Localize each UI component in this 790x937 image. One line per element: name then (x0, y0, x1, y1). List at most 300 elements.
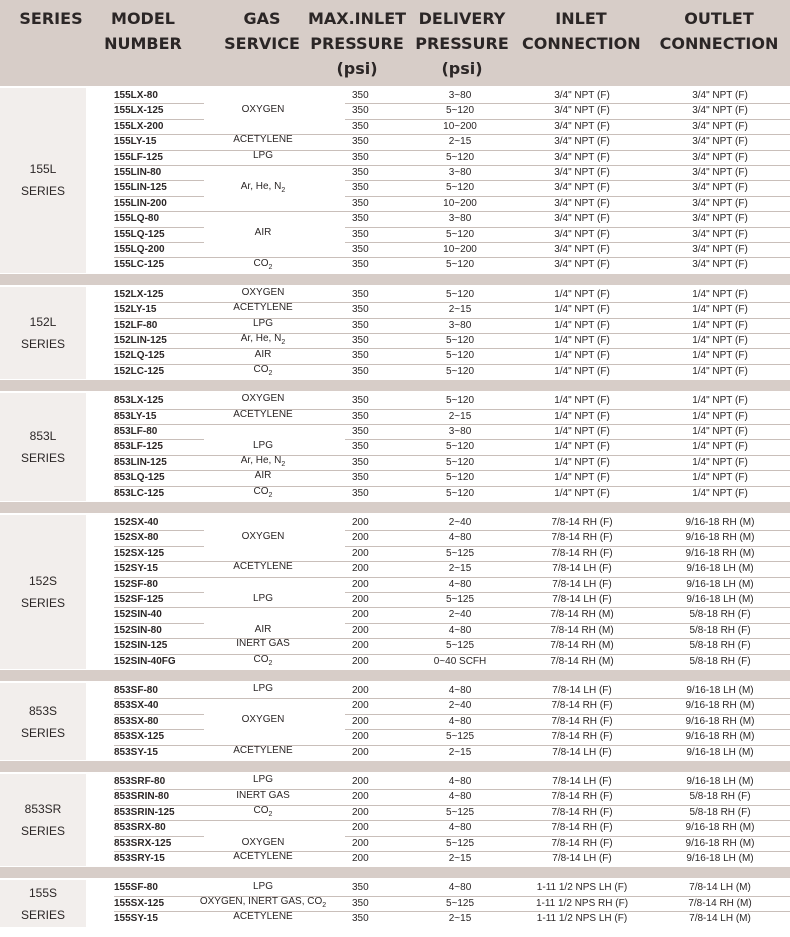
inlet-connection-cell: 7/8-14 LH (F) (552, 685, 612, 696)
row-divider (114, 470, 204, 471)
inlet-connection-cell: 7/8-14 RH (F) (551, 837, 613, 849)
row-divider (345, 227, 790, 228)
delivery-pressure-cell: 5~120 (445, 395, 475, 407)
header-max-line2: PRESSURE (310, 34, 404, 53)
outlet-connection-cell: 9/16-18 RH (M) (685, 837, 755, 849)
gas-service-cell (199, 318, 327, 330)
model-number-cell: 853SRX-125 (114, 837, 172, 849)
max-inlet-cell: 350 (352, 151, 369, 163)
section-separator (0, 502, 790, 513)
gas-subscript: 2 (268, 811, 273, 818)
gas-service-label: Ar, He, N (240, 333, 282, 345)
inlet-connection-cell: 3/4" NPT (F) (554, 90, 610, 101)
delivery-pressure-cell: 10~200 (443, 197, 477, 209)
outlet-connection-cell: 9/16-18 LH (M) (686, 563, 754, 575)
inlet-connection-cell: 3/4" NPT (F) (554, 120, 610, 132)
delivery-pressure-cell: 5~120 (445, 151, 475, 163)
delivery-pressure-cell: 4~80 (448, 776, 472, 787)
inlet-connection-cell: 3/4" NPT (F) (554, 105, 610, 117)
max-inlet-cell: 350 (352, 167, 369, 178)
table-row (86, 530, 790, 545)
series-label-line: SERIES (20, 824, 65, 839)
table-row (86, 774, 790, 789)
delivery-pressure-cell: 10~200 (443, 244, 477, 255)
gas-service-label: OXYGEN (241, 393, 285, 405)
max-inlet-cell: 350 (352, 487, 369, 499)
row-divider (345, 607, 790, 608)
outlet-connection-cell: 3/4" NPT (F) (692, 259, 748, 271)
header-delivery-line3: (psi) (441, 59, 483, 78)
header-max-line1: MAX.INLET (307, 9, 407, 28)
row-divider (114, 165, 204, 166)
gas-service-label: ACETYLENE (233, 302, 293, 314)
max-inlet-cell: 350 (352, 182, 369, 194)
max-inlet-cell: 200 (352, 563, 369, 575)
delivery-pressure-cell: 2~15 (448, 136, 472, 148)
table-row (86, 546, 790, 561)
gas-service-cell (199, 287, 327, 299)
delivery-pressure-cell: 3~80 (448, 213, 472, 225)
row-divider (114, 318, 204, 319)
max-inlet-cell: 200 (352, 609, 369, 621)
max-inlet-cell: 350 (352, 136, 369, 148)
model-number-cell: 152SX-80 (114, 532, 159, 544)
series-label-line: SERIES (20, 337, 65, 351)
row-divider (114, 820, 204, 821)
row-divider (114, 257, 204, 258)
model-number-cell: 155SX-125 (114, 897, 165, 909)
inlet-connection-cell: 3/4" NPT (F) (554, 151, 610, 163)
inlet-connection-cell: 1/4" NPT (F) (554, 319, 610, 331)
max-inlet-cell: 200 (352, 547, 369, 559)
row-divider (345, 348, 790, 349)
model-number-cell: 155LX-125 (114, 105, 164, 117)
gas-service-label: ACETYLENE (233, 911, 293, 923)
row-divider (114, 196, 204, 197)
inlet-connection-cell: 1/4" NPT (F) (554, 335, 610, 346)
table-row (86, 577, 790, 592)
outlet-connection-cell: 1/4" NPT (F) (692, 365, 748, 377)
header-outlet-connection (658, 6, 780, 56)
inlet-connection-cell: 1/4" NPT (F) (554, 395, 610, 407)
row-divider (114, 714, 204, 715)
gas-service-cell (199, 302, 327, 314)
table-row (86, 683, 790, 698)
outlet-connection-cell: 9/16-18 LH (M) (686, 578, 754, 590)
inlet-connection-cell: 3/4" NPT (F) (554, 197, 610, 209)
model-number-cell: 155SF-80 (114, 882, 158, 894)
max-inlet-cell: 200 (352, 640, 369, 652)
outlet-connection-cell: 9/16-18 RH (M) (685, 715, 755, 727)
max-inlet-cell: 350 (352, 213, 369, 225)
inlet-connection-cell: 3/4" NPT (F) (554, 136, 610, 148)
delivery-pressure-cell: 2~15 (448, 563, 472, 575)
row-divider (114, 546, 204, 547)
table-row (86, 654, 790, 669)
model-number-cell: 152SF-80 (114, 578, 158, 590)
series-label (0, 425, 86, 469)
model-number-cell: 155LC-125 (114, 259, 165, 271)
table-row (86, 302, 790, 317)
max-inlet-cell: 200 (352, 822, 369, 834)
max-inlet-cell: 350 (352, 244, 369, 255)
delivery-pressure-cell: 5~120 (445, 105, 475, 117)
gas-service-label: LPG (252, 880, 273, 892)
gas-service-cell (199, 150, 327, 162)
max-inlet-cell: 350 (352, 882, 369, 894)
delivery-pressure-cell: 3~80 (448, 90, 472, 101)
inlet-connection-cell: 3/4" NPT (F) (554, 167, 610, 178)
table-row (86, 455, 790, 470)
outlet-connection-cell: 9/16-18 RH (M) (685, 547, 755, 559)
delivery-pressure-cell: 4~80 (448, 685, 472, 696)
row-divider (114, 455, 204, 456)
table-row (86, 333, 790, 348)
header-series (6, 6, 96, 31)
inlet-connection-cell: 1/4" NPT (F) (554, 487, 610, 499)
row-divider (345, 789, 790, 790)
delivery-pressure-cell: 4~80 (448, 532, 472, 544)
table-row (86, 714, 790, 729)
header-model-number (92, 6, 194, 56)
row-divider (114, 805, 204, 806)
header-model-line1: MODEL (111, 9, 175, 28)
outlet-connection-cell: 1/4" NPT (F) (692, 288, 748, 300)
max-inlet-cell: 350 (352, 288, 369, 300)
delivery-pressure-cell: 5~120 (445, 350, 475, 362)
row-divider (345, 257, 790, 258)
outlet-connection-cell: 3/4" NPT (F) (692, 120, 748, 132)
row-divider (114, 242, 204, 243)
model-number-cell: 853LC-125 (114, 487, 165, 499)
outlet-connection-cell: 3/4" NPT (F) (692, 228, 748, 240)
model-number-cell: 152SX-40 (114, 517, 159, 528)
model-number-cell: 853SRY-15 (114, 853, 165, 864)
table-row (86, 165, 790, 180)
row-divider (114, 561, 204, 562)
gas-service-cell (199, 531, 327, 543)
gas-service-cell (199, 896, 327, 912)
model-number-cell: 152SY-15 (114, 563, 158, 575)
row-divider (345, 911, 790, 912)
gas-service-label: CO (253, 257, 269, 269)
delivery-pressure-cell: 4~80 (448, 578, 472, 590)
table-row (86, 348, 790, 363)
gas-subscript: 2 (322, 902, 327, 909)
row-divider (345, 745, 790, 746)
gas-service-cell (199, 470, 327, 482)
table-row (86, 851, 790, 866)
outlet-connection-cell: 5/8-18 RH (F) (689, 806, 751, 818)
outlet-connection-cell: 3/4" NPT (F) (692, 136, 748, 148)
gas-service-label: LPG (252, 440, 273, 452)
row-divider (114, 103, 204, 104)
delivery-pressure-cell: 2~40 (448, 609, 472, 621)
row-divider (345, 546, 790, 547)
table-row (86, 805, 790, 820)
row-divider (345, 242, 790, 243)
gas-service-cell (199, 683, 327, 695)
series-label-line: SERIES (20, 184, 65, 199)
gas-subscript: 2 (268, 491, 273, 499)
model-number-cell: 853SF-80 (114, 685, 158, 696)
delivery-pressure-cell: 5~125 (445, 837, 475, 849)
max-inlet-cell: 200 (352, 776, 369, 787)
max-inlet-cell: 200 (352, 715, 369, 727)
max-inlet-cell: 350 (352, 105, 369, 117)
row-divider (114, 227, 204, 228)
gas-service-cell (199, 349, 327, 361)
max-inlet-cell: 200 (352, 731, 369, 743)
gas-service-cell (199, 409, 327, 421)
table-row (86, 393, 790, 408)
gas-service-label: CO (253, 805, 269, 816)
table-row (86, 88, 790, 103)
series-label-line: 152S (28, 574, 58, 588)
delivery-pressure-cell: 5~125 (445, 640, 475, 652)
gas-service-cell (199, 654, 327, 670)
outlet-connection-cell: 5/8-18 RH (F) (689, 655, 751, 667)
inlet-connection-cell: 1-11 1/2 NPS RH (F) (535, 897, 629, 909)
outlet-connection-cell: 3/4" NPT (F) (692, 151, 748, 163)
row-divider (345, 654, 790, 655)
series-label (0, 311, 86, 355)
delivery-pressure-cell: 5~120 (445, 259, 475, 271)
outlet-connection-cell: 9/16-18 RH (M) (685, 532, 755, 544)
row-divider (204, 577, 345, 578)
row-divider (345, 180, 790, 181)
outlet-connection-cell: 3/4" NPT (F) (692, 182, 748, 194)
outlet-connection-cell: 9/16-18 RH (M) (685, 517, 755, 528)
model-number-cell: 155LF-125 (114, 151, 163, 163)
model-number-cell: 853LX-125 (114, 395, 164, 407)
series-label-line: 853SR (24, 802, 62, 817)
model-number-cell: 152LX-125 (114, 288, 164, 300)
inlet-connection-cell: 7/8-14 RH (M) (550, 609, 614, 621)
model-number-cell: 155LQ-80 (114, 213, 160, 225)
gas-service-label: Ar, He, N (240, 455, 282, 466)
delivery-pressure-cell: 2~15 (448, 853, 472, 864)
row-divider (345, 211, 790, 212)
row-divider (114, 577, 204, 578)
max-inlet-cell: 350 (352, 120, 369, 132)
gas-service-cell (199, 714, 327, 726)
gas-service-label: LPG (252, 317, 273, 329)
delivery-pressure-cell: 10~200 (443, 120, 477, 132)
row-divider (204, 165, 345, 166)
gas-subscript: 2 (268, 659, 273, 667)
row-divider (114, 364, 204, 365)
max-inlet-cell: 200 (352, 806, 369, 818)
delivery-pressure-cell: 5~120 (445, 335, 475, 346)
row-divider (114, 180, 204, 181)
table-row (86, 729, 790, 744)
table-row (86, 789, 790, 804)
gas-service-label: LPG (252, 683, 273, 695)
max-inlet-cell: 200 (352, 594, 369, 605)
gas-service-cell (199, 837, 327, 849)
delivery-pressure-cell: 3~80 (448, 426, 472, 437)
gas-service-cell (199, 561, 327, 573)
outlet-connection-cell: 1/4" NPT (F) (692, 304, 748, 316)
row-divider (345, 577, 790, 578)
outlet-connection-cell: 1/4" NPT (F) (692, 335, 748, 346)
max-inlet-cell: 350 (352, 410, 369, 422)
table-row (86, 896, 790, 911)
table-row (86, 364, 790, 379)
gas-service-label: OXYGEN (241, 287, 285, 298)
outlet-connection-cell: 5/8-18 RH (F) (689, 624, 751, 636)
row-divider (114, 409, 204, 410)
gas-service-cell (199, 774, 327, 786)
gas-service-label: AIR (254, 623, 272, 635)
inlet-connection-cell: 7/8-14 RH (F) (551, 547, 613, 559)
gas-service-cell (199, 134, 327, 146)
inlet-connection-cell: 7/8-14 LH (F) (552, 594, 612, 605)
header-gas-service (222, 6, 302, 56)
outlet-connection-cell: 5/8-18 RH (F) (689, 791, 751, 803)
outlet-connection-cell: 3/4" NPT (F) (692, 105, 748, 117)
outlet-connection-cell: 3/4" NPT (F) (692, 244, 748, 255)
outlet-connection-cell: 1/4" NPT (F) (692, 410, 748, 422)
inlet-connection-cell: 7/8-14 LH (F) (552, 563, 612, 575)
gas-service-label: OXYGEN (241, 714, 285, 725)
max-inlet-cell: 350 (352, 426, 369, 437)
outlet-connection-cell: 1/4" NPT (F) (692, 456, 748, 468)
gas-service-cell (199, 790, 327, 802)
model-number-cell: 853SRF-80 (114, 776, 166, 787)
inlet-connection-cell: 1/4" NPT (F) (554, 288, 610, 300)
gas-service-cell (199, 258, 327, 274)
gas-service-label: LPG (252, 774, 273, 786)
row-divider (114, 150, 204, 151)
max-inlet-cell: 200 (352, 517, 369, 528)
row-divider (345, 486, 790, 487)
row-divider (345, 150, 790, 151)
gas-service-cell (199, 624, 327, 636)
header-max-line3: (psi) (336, 59, 378, 78)
row-divider (114, 348, 204, 349)
inlet-connection-cell: 7/8-14 RH (F) (551, 517, 613, 528)
delivery-pressure-cell: 5~120 (445, 456, 475, 468)
header-delivery-line2: PRESSURE (415, 34, 509, 53)
table-row (86, 424, 790, 439)
row-divider (345, 409, 790, 410)
max-inlet-cell: 350 (352, 913, 369, 925)
outlet-connection-cell: 3/4" NPT (F) (692, 213, 748, 225)
model-number-cell: 152LIN-125 (114, 335, 167, 346)
gas-subscript: 2 (268, 263, 273, 271)
row-divider (345, 530, 790, 531)
delivery-pressure-cell: 5~120 (445, 441, 475, 453)
series-label-line: SERIES (20, 451, 65, 466)
outlet-connection-cell: 9/16-18 RH (M) (685, 700, 755, 712)
inlet-connection-cell: 7/8-14 RH (M) (550, 624, 614, 636)
gas-service-label: CO (253, 485, 269, 497)
max-inlet-cell: 350 (352, 228, 369, 240)
model-number-cell: 152SIN-80 (114, 624, 162, 636)
outlet-connection-cell: 7/8-14 LH (M) (689, 913, 751, 925)
series-label-line: SERIES (20, 725, 65, 740)
row-divider (345, 638, 790, 639)
series-label-line: SERIES (20, 596, 65, 610)
header-max-inlet (306, 6, 408, 81)
table-row (86, 134, 790, 149)
table-row (86, 119, 790, 134)
max-inlet-cell: 200 (352, 791, 369, 803)
gas-service-label: INERT GAS (236, 638, 290, 650)
row-divider (345, 333, 790, 334)
gas-service-cell (199, 455, 327, 471)
table-row (86, 698, 790, 713)
delivery-pressure-cell: 4~80 (448, 791, 472, 803)
outlet-connection-cell: 1/4" NPT (F) (692, 441, 748, 453)
max-inlet-cell: 350 (352, 365, 369, 377)
gas-service-cell (199, 227, 327, 239)
inlet-connection-cell: 1/4" NPT (F) (554, 441, 610, 453)
outlet-connection-cell: 9/16-18 RH (M) (685, 822, 755, 834)
delivery-pressure-cell: 0~40 SCFH (433, 655, 487, 667)
row-divider (114, 896, 204, 897)
series-label-line: 853S (28, 703, 58, 718)
inlet-connection-cell: 7/8-14 RH (F) (551, 715, 613, 727)
max-inlet-cell: 200 (352, 853, 369, 864)
section-separator (0, 274, 790, 285)
header-inlet-line2: CONNECTION (522, 34, 641, 53)
inlet-connection-cell: 3/4" NPT (F) (554, 228, 610, 240)
delivery-pressure-cell: 5~125 (445, 594, 475, 605)
section-separator (0, 380, 790, 391)
row-divider (114, 851, 204, 852)
gas-service-label: ACETYLENE (233, 408, 293, 420)
section-separator (0, 670, 790, 681)
model-number-cell: 152LQ-125 (114, 350, 165, 362)
gas-service-label: OXYGEN (241, 836, 285, 848)
inlet-connection-cell: 7/8-14 LH (F) (552, 746, 612, 758)
model-number-cell: 853SX-125 (114, 731, 165, 743)
table-row (86, 257, 790, 272)
row-divider (345, 119, 790, 120)
model-number-cell: 152SIN-40FG (114, 655, 176, 667)
outlet-connection-cell: 9/16-18 LH (M) (686, 594, 754, 605)
row-divider (345, 820, 790, 821)
gas-service-label: ACETYLENE (233, 134, 293, 146)
row-divider (114, 119, 204, 120)
row-divider (345, 896, 790, 897)
delivery-pressure-cell: 5~120 (445, 182, 475, 194)
delivery-pressure-cell: 2~15 (448, 410, 472, 422)
delivery-pressure-cell: 5~125 (445, 806, 475, 818)
gas-service-cell (199, 638, 327, 650)
max-inlet-cell: 350 (352, 304, 369, 316)
model-number-cell: 853LIN-125 (114, 456, 167, 468)
row-divider (204, 424, 345, 425)
row-divider (345, 470, 790, 471)
series-label-line: 155S (28, 885, 58, 900)
gas-service-label: Ar, He, N (240, 180, 282, 192)
model-number-cell: 853LF-125 (114, 441, 163, 453)
gas-service-cell (199, 593, 327, 605)
max-inlet-cell: 350 (352, 319, 369, 331)
gas-service-label: ACETYLENE (233, 851, 293, 863)
inlet-connection-cell: 1/4" NPT (F) (554, 350, 610, 362)
model-number-cell: 155SY-15 (114, 913, 158, 925)
series-label (0, 158, 86, 202)
table-row (86, 911, 790, 926)
section-separator (0, 867, 790, 878)
row-divider (345, 729, 790, 730)
max-inlet-cell: 200 (352, 685, 369, 696)
